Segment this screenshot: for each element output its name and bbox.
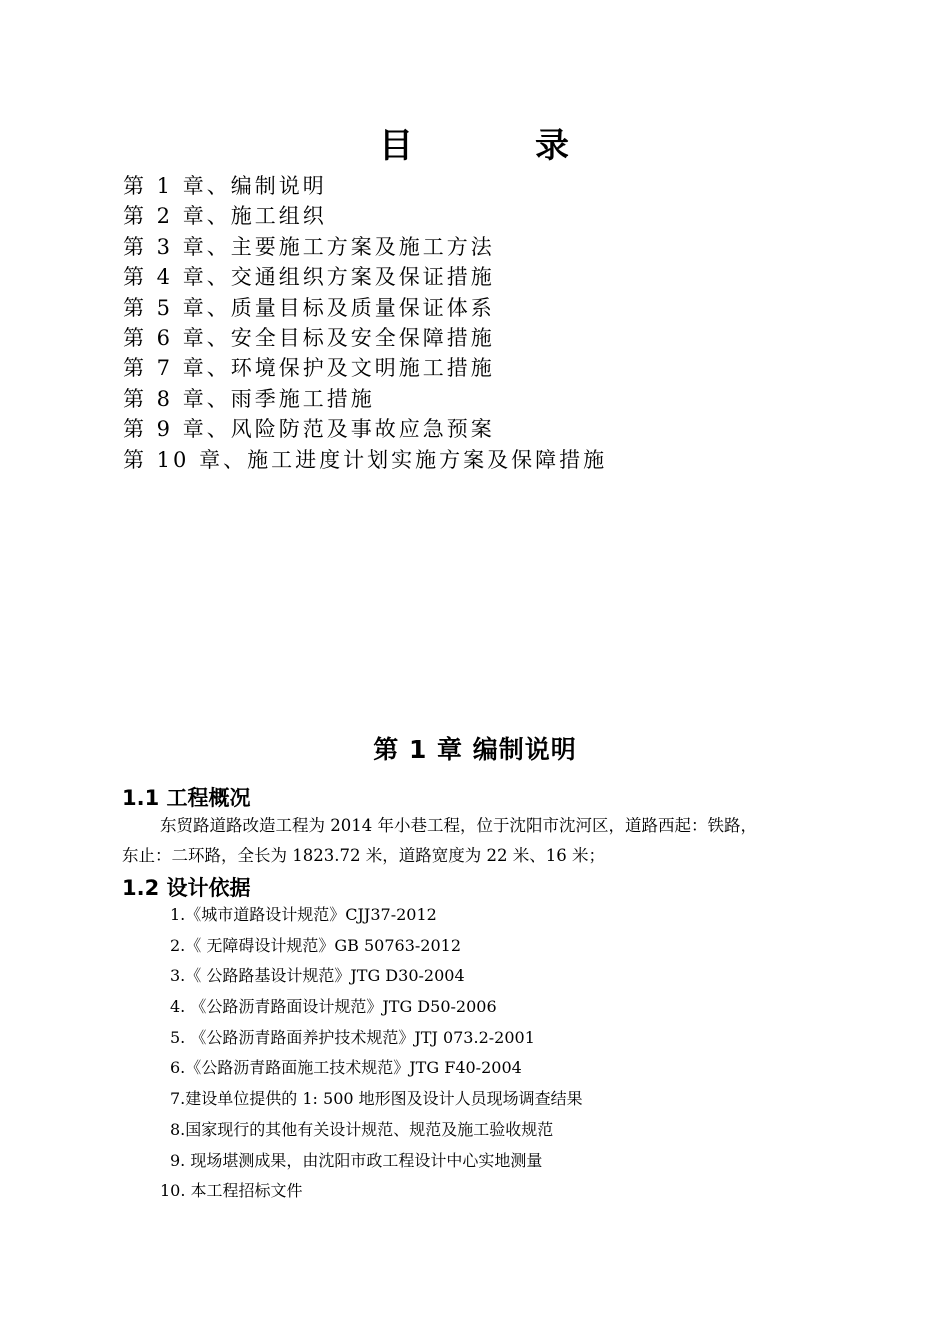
reference-item: 5. 《公路沥青路面养护技术规范》JTJ 073.2-2001 <box>170 1027 535 1047</box>
overview-paragraph-line: 东贸路道路改造工程为 2014 年小巷工程，位于沈阳市沈河区，道路西起：铁路， <box>160 816 757 835</box>
reference-item: 2.《 无障碍设计规范》GB 50763-2012 <box>170 935 462 955</box>
section-heading-design-basis: 1.2 设计依据 <box>122 876 251 900</box>
toc-title-left: 目 <box>379 126 415 166</box>
toc-title <box>0 118 950 167</box>
toc-list <box>123 171 607 475</box>
reference-item: 1.《城市道路设计规范》CJJ37-2012 <box>170 905 437 924</box>
toc-item: 第 3 章、主要施工方案及施工方法 <box>123 234 495 259</box>
chapter-title: 第 1 章 编制说明 <box>373 735 577 764</box>
toc-title-right: 录 <box>535 126 571 166</box>
toc-item: 第 9 章、风险防范及事故应急预案 <box>123 417 495 442</box>
toc-item: 第 1 章、编制说明 <box>123 174 327 198</box>
toc-item: 第 5 章、质量目标及质量保证体系 <box>123 295 495 320</box>
toc-item: 第 6 章、安全目标及安全保障措施 <box>123 325 495 350</box>
reference-item: 10. 本工程招标文件 <box>160 1181 303 1201</box>
overview-paragraph-line: 东止：二环路，全长为 1823.72 米，道路宽度为 22 米、16 米； <box>122 846 605 865</box>
toc-item: 第 4 章、交通组织方案及保证措施 <box>123 265 495 290</box>
toc-item: 第 2 章、施工组织 <box>123 204 327 229</box>
reference-item: 6.《公路沥青路面施工技术规范》JTG F40-2004 <box>170 1058 522 1078</box>
reference-item: 4. 《公路沥青路面设计规范》JTG D50-2006 <box>170 997 497 1017</box>
toc-item: 第 7 章、环境保护及文明施工措施 <box>123 356 495 381</box>
toc-item: 第 8 章、雨季施工措施 <box>123 386 375 411</box>
section-heading-overview: 1.1 工程概况 <box>122 786 251 810</box>
reference-item: 8.国家现行的其他有关设计规范、规范及施工验收规范 <box>170 1119 554 1139</box>
reference-item: 9. 现场堪测成果，由沈阳市政工程设计中心实地测量 <box>170 1150 543 1170</box>
reference-item: 3.《 公路路基设计规范》JTG D30-2004 <box>170 966 465 986</box>
toc-item: 第 10 章、施工进度计划实施方案及保障措施 <box>123 447 608 472</box>
reference-list <box>0 900 583 1207</box>
reference-item: 7.建设单位提供的 1: 500 地形图及设计人员现场调查结果 <box>170 1089 583 1109</box>
